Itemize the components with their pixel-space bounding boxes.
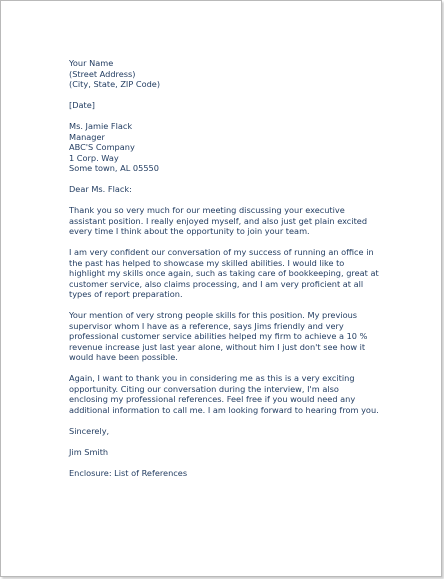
- enclosure-line: Enclosure: List of References: [69, 467, 188, 478]
- recipient-city: Some town, AL 05550: [69, 163, 159, 173]
- recipient-company: ABC'S Company: [69, 142, 135, 152]
- paragraph: Your mention of very strong people skills for this position. My previous supervisor whom I have as a reference, says Jims friendly and very professional customer service abilities helped my firm to achieve a 10 % revenue increase just last year alone, without him I just don't see how it would have been possible.: [69, 310, 368, 362]
- sender-name: Your Name: [69, 58, 114, 68]
- letter-date: [Date]: [69, 100, 95, 110]
- signature-name: Jim Smith: [69, 446, 109, 457]
- recipient-address: [69, 121, 379, 174]
- sender-city-state-zip: (City, State, ZIP Code): [69, 79, 161, 89]
- sender-address: [69, 58, 379, 90]
- letter-body: [69, 58, 379, 478]
- paragraph: Again, I want to thank you in considering me as this is a very exciting opportunity. Citing our conversation during the interview, I'm also enclosing my professional references. Feel free if you would need any additional information to call me. I am looking forward to hearing from you.: [69, 373, 379, 415]
- sender-street: (Street Address): [69, 68, 136, 79]
- recipient-name: Ms. Jamie Flack: [69, 121, 133, 131]
- recipient-title: Manager: [69, 131, 105, 142]
- salutation: Dear Ms. Flack:: [69, 184, 132, 194]
- recipient-street: 1 Corp. Way: [69, 152, 119, 163]
- closing: Sincerely,: [69, 425, 110, 436]
- paragraph: I am very confident our conversation of my success of running an office in the past has helped to showcase my skilled abilities. I would like to highlight my skills once again, such as taking care of bookkeeping, great at customer service, also claims processing, and I am very proficient at all types of report preparation.: [69, 247, 379, 299]
- paragraph: Thank you so very much for our meeting discussing your executive assistant position. I really enjoyed myself, and also just get plain excited every time I think about the opportunity to join your team.: [69, 205, 368, 236]
